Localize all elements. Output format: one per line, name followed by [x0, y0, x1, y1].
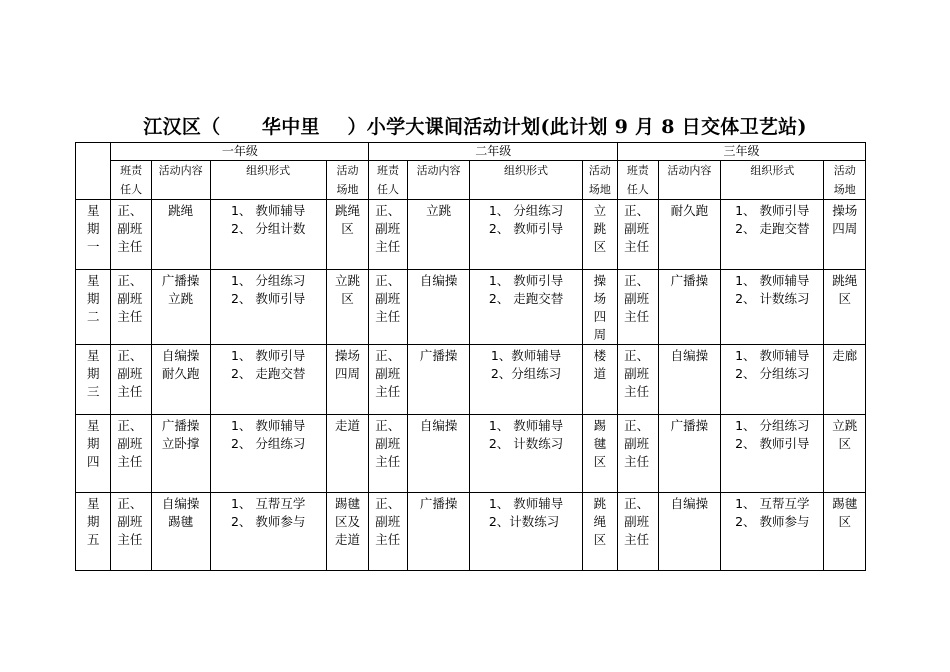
- organization-form: [470, 493, 582, 571]
- activity-content: 广播操: [407, 345, 470, 415]
- activity-venue: 立跳 区: [326, 270, 368, 345]
- table-row: [76, 345, 866, 415]
- header-form: 组织形式: [721, 161, 824, 200]
- header-venue: 活动 场地: [824, 161, 866, 200]
- responsible-person: 正、 副班 主任: [111, 200, 151, 270]
- corner-cell: [76, 143, 111, 200]
- organization-form-text: 1、 分组练习 2、 教师引导: [488, 203, 564, 236]
- activity-content: 自编操 耐久跑: [151, 345, 210, 415]
- activity-venue: 操场 四周: [824, 200, 866, 270]
- organization-form: [210, 270, 326, 345]
- activity-content: 自编操: [407, 270, 470, 345]
- activity-venue: 操 场 四 周: [582, 270, 617, 345]
- organization-form: [721, 270, 824, 345]
- responsible-person: 正、 副班 主任: [618, 270, 658, 345]
- header-form: 组织形式: [470, 161, 582, 200]
- responsible-person: 正、 副班 主任: [111, 345, 151, 415]
- header-person: 班责 任人: [111, 161, 151, 200]
- organization-form-text: 1、 教师辅导 2、 计数练习: [488, 418, 564, 451]
- day-label: 星 期 四: [76, 415, 111, 493]
- organization-form: [210, 493, 326, 571]
- organization-form: [721, 345, 824, 415]
- activity-venue: 走道: [326, 415, 368, 493]
- table-row: [76, 493, 866, 571]
- organization-form: [210, 345, 326, 415]
- activity-venue: 跳 绳 区: [582, 493, 617, 571]
- activity-content: 广播操 立跳: [151, 270, 210, 345]
- organization-form: [470, 200, 582, 270]
- header-venue: 活动 场地: [582, 161, 617, 200]
- activity-venue: 走廊: [824, 345, 866, 415]
- activity-content: 广播操: [658, 415, 721, 493]
- organization-form-text: 1、教师辅导 2、分组练习: [490, 348, 562, 381]
- responsible-person: 正、 副班 主任: [369, 493, 407, 571]
- activity-venue: 踢毽 区: [824, 493, 866, 571]
- responsible-person: 正、 副班 主任: [369, 345, 407, 415]
- responsible-person: 正、 副班 主任: [369, 415, 407, 493]
- organization-form: [210, 415, 326, 493]
- organization-form-text: 1、 教师辅导 2、 分组计数: [230, 203, 306, 236]
- organization-form-text: 1、 教师辅导 2、 计数练习: [735, 273, 810, 306]
- table-row: [76, 270, 866, 345]
- header-person: 班责 任人: [618, 161, 658, 200]
- header-content: 活动内容: [151, 161, 210, 200]
- responsible-person: 正、 副班 主任: [111, 493, 151, 571]
- responsible-person: 正、 副班 主任: [111, 270, 151, 345]
- responsible-person: 正、 副班 主任: [618, 415, 658, 493]
- activity-venue: 跳绳 区: [326, 200, 368, 270]
- responsible-person: 正、 副班 主任: [618, 345, 658, 415]
- organization-form-text: 1、 互帮互学 2、 教师参与: [735, 496, 810, 529]
- sub-header-row: [76, 161, 866, 200]
- day-label: 星 期 二: [76, 270, 111, 345]
- grade-header-2: 二年级: [369, 143, 618, 161]
- activity-content: 广播操: [658, 270, 721, 345]
- responsible-person: 正、 副班 主任: [369, 270, 407, 345]
- organization-form-text: 1、 教师辅导 2、计数练习: [488, 496, 564, 529]
- header-content: 活动内容: [658, 161, 721, 200]
- responsible-person: 正、 副班 主任: [369, 200, 407, 270]
- day-label: 星 期 一: [76, 200, 111, 270]
- header-person: 班责 任人: [369, 161, 407, 200]
- organization-form-text: 1、 教师引导 2、 走跑交替: [230, 348, 306, 381]
- day-label: 星 期 三: [76, 345, 111, 415]
- activity-content: 自编操: [407, 415, 470, 493]
- organization-form-text: 1、 分组练习 2、 教师引导: [735, 418, 810, 451]
- activity-content: 耐久跑: [658, 200, 721, 270]
- page-title: 江汉区（ 华中里 ）小学大课间活动计划(此计划 9 月 8 日交体卫艺站): [143, 116, 807, 138]
- activity-content: 立跳: [407, 200, 470, 270]
- grade-header-row: [76, 143, 866, 161]
- organization-form: [470, 345, 582, 415]
- organization-form: [721, 493, 824, 571]
- activity-content: 自编操: [658, 345, 721, 415]
- organization-form-text: 1、 教师辅导 2、 分组练习: [735, 348, 810, 381]
- organization-form-text: 1、 互帮互学 2、 教师参与: [230, 496, 306, 529]
- organization-form: [721, 200, 824, 270]
- grade-header-3: 三年级: [618, 143, 866, 161]
- responsible-person: 正、 副班 主任: [618, 493, 658, 571]
- header-content: 活动内容: [407, 161, 470, 200]
- activity-venue: 跳绳 区: [824, 270, 866, 345]
- activity-venue: 踢 毽 区: [582, 415, 617, 493]
- activity-plan-table: [75, 142, 866, 571]
- activity-content: 自编操 踢毽: [151, 493, 210, 571]
- activity-content: 广播操 立卧撑: [151, 415, 210, 493]
- activity-content: 自编操: [658, 493, 721, 571]
- activity-venue: 立跳 区: [824, 415, 866, 493]
- organization-form-text: 1、 教师引导 2、 走跑交替: [488, 273, 564, 306]
- activity-venue: 操场 四周: [326, 345, 368, 415]
- organization-form: [721, 415, 824, 493]
- organization-form: [470, 415, 582, 493]
- header-form: 组织形式: [210, 161, 326, 200]
- organization-form: [470, 270, 582, 345]
- header-venue: 活动 场地: [326, 161, 368, 200]
- organization-form-text: 1、 教师辅导 2、 分组练习: [230, 418, 306, 451]
- organization-form: [210, 200, 326, 270]
- responsible-person: 正、 副班 主任: [111, 415, 151, 493]
- table-row: [76, 415, 866, 493]
- activity-content: 广播操: [407, 493, 470, 571]
- day-label: 星 期 五: [76, 493, 111, 571]
- activity-venue: 立 跳 区: [582, 200, 617, 270]
- activity-content: 跳绳: [151, 200, 210, 270]
- organization-form-text: 1、 分组练习 2、 教师引导: [230, 273, 306, 306]
- activity-venue: 楼 道: [582, 345, 617, 415]
- organization-form-text: 1、 教师引导 2、 走跑交替: [735, 203, 810, 236]
- activity-venue: 踢毽 区及 走道: [326, 493, 368, 571]
- grade-header-1: 一年级: [111, 143, 369, 161]
- table-row: [76, 200, 866, 270]
- responsible-person: 正、 副班 主任: [618, 200, 658, 270]
